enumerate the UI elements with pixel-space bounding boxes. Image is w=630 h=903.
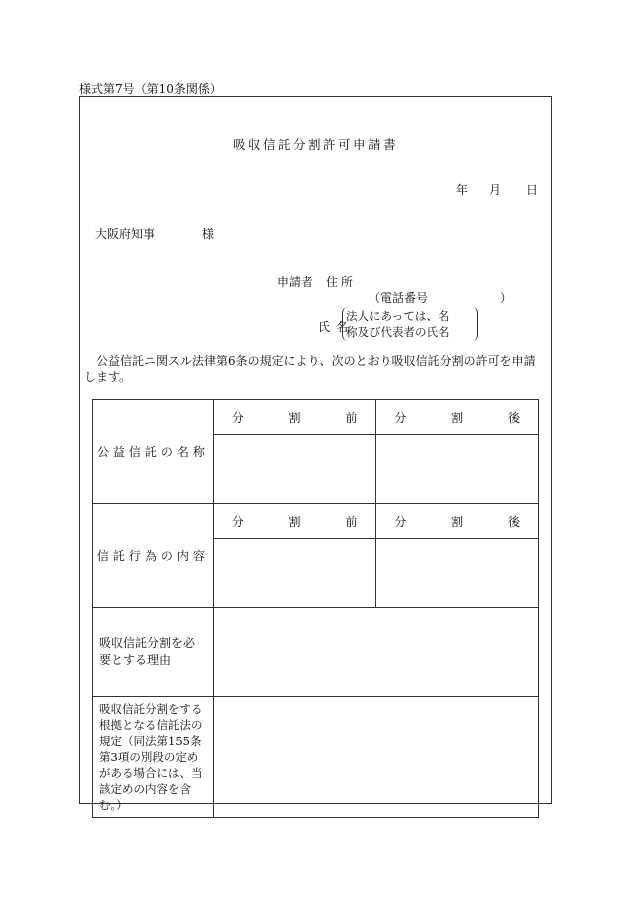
reason-field[interactable] <box>213 608 538 697</box>
addressee: 大阪府知事 <box>95 227 156 241</box>
before-header <box>213 400 376 435</box>
after-char: 後 <box>507 410 520 425</box>
after-header <box>376 400 539 435</box>
document-title: 吸収信託分割許可申請書 <box>232 137 398 152</box>
application-statement: 公益信託ニ関スル法律第6条の規定により、次のとおり吸収信託分割の許可を申請します。 <box>84 354 536 384</box>
name-note-line2: 称及び代表者の氏名 <box>346 325 450 339</box>
before-char: 前 <box>345 410 358 425</box>
form-number-label: 様式第7号（第10条関係） <box>79 82 222 96</box>
reason-label: 吸収信託分割を必要とする理由 <box>93 608 214 697</box>
date-month-label: 月 <box>489 183 502 197</box>
name-note-line1: 法人にあっては、名 <box>346 309 450 323</box>
date-day-label: 日 <box>526 183 539 197</box>
before-char: 割 <box>288 514 301 529</box>
form-frame <box>79 96 552 812</box>
address-label: 住所 <box>326 275 357 289</box>
legal-basis-field[interactable] <box>213 697 538 818</box>
legal-basis-label: 吸収信託分割をする根拠となる信託法の規定（同法第155条第3項の別段の定めがある場合には、当該定めの内容を含む。） <box>93 697 214 818</box>
trust-act-after-field[interactable] <box>376 539 539 608</box>
before-char: 分 <box>231 514 244 529</box>
trust-act-label: 信託行為の内容 <box>93 504 214 608</box>
trust-act-before-field[interactable] <box>213 539 376 608</box>
phone-close-paren: ） <box>500 291 513 305</box>
after-char: 分 <box>394 410 407 425</box>
before-header <box>213 504 376 539</box>
addressee-suffix: 様 <box>202 227 215 241</box>
trust-name-label: 公益信託の名称 <box>93 400 214 504</box>
before-char: 割 <box>288 410 301 425</box>
trust-name-before-field[interactable] <box>213 435 376 504</box>
application-table <box>92 399 539 818</box>
name-label: 氏名 <box>318 320 355 334</box>
before-char: 分 <box>231 410 244 425</box>
phone-label: （電話番号 <box>368 291 429 305</box>
after-header <box>376 504 539 539</box>
after-char: 割 <box>451 410 464 425</box>
after-char: 後 <box>507 514 520 529</box>
after-char: 分 <box>394 514 407 529</box>
trust-name-after-field[interactable] <box>376 435 539 504</box>
date-year-label: 年 <box>456 183 469 197</box>
before-char: 前 <box>345 514 358 529</box>
after-char: 割 <box>451 514 464 529</box>
applicant-label: 申請者 <box>277 275 314 289</box>
